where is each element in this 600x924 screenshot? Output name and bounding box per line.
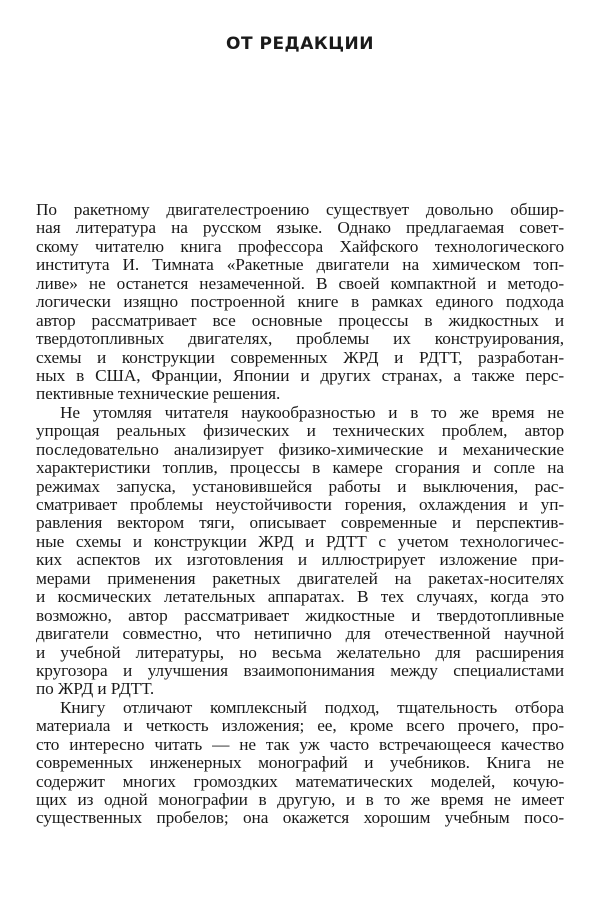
text-line: ная литература на русском языке. Однако предлагаемая совет- xyxy=(36,219,564,238)
text-line: сто интересно читать — не так уж часто встречающееся качество xyxy=(36,735,564,754)
text-line: возможно, автор рассматривает жидкостные и твердотопливные xyxy=(36,606,564,625)
body-text xyxy=(36,201,564,828)
text-line: материала и четкость изложения; ее, кроме всего прочего, про- xyxy=(36,717,564,736)
text-line: ных в США, Франции, Японии и других странах, а также перс- xyxy=(36,366,564,385)
text-line: ливе» не останется незамеченной. В своей компактной и методо- xyxy=(36,274,564,293)
text-line: современных инженерных монографий и учебников. Книга не xyxy=(36,754,564,773)
text-line: последовательно анализирует физико-химические и механические xyxy=(36,440,564,459)
text-line: схемы и конструкции современных ЖРД и РДТТ, разработан- xyxy=(36,348,564,367)
text-line: режимах запуска, установившейся работы и выключения, рас- xyxy=(36,477,564,496)
text-line: содержит многих громоздких математических моделей, кочую- xyxy=(36,772,564,791)
text-line: по ЖРД и РДТТ. xyxy=(36,680,155,699)
text-line: Не утомляя читателя наукообразностью и в то же время не xyxy=(60,403,564,422)
text-line: мерами применения ракетных двигателей на ракетах-носителях xyxy=(36,569,564,588)
text-line: ких аспектов их изготовления и иллюстрирует изложение при- xyxy=(36,551,564,570)
text-line: пективные технические решения. xyxy=(36,385,281,404)
text-line: двигатели совместно, что нетипично для отечественной научной xyxy=(36,625,564,644)
text-line: логически изящно построенной книге в рамках единого подхода xyxy=(36,293,564,312)
text-line: скому читателю книга профессора Хайфского технологического xyxy=(36,237,564,256)
text-line: упрощая реальных физических и технических проблем, автор xyxy=(36,422,564,441)
text-line: сматривает проблемы неустойчивости горения, охлаждения и уп- xyxy=(36,496,564,514)
text-line: ные схемы и конструкции ЖРД и РДТТ с учетом технологичес- xyxy=(36,532,564,551)
text-line: и учебной литературы, но весьма желательно для расширения xyxy=(36,643,564,662)
text-line: щих из одной монографии в другую, и в то же время не имеет xyxy=(36,791,564,809)
text-line: Книгу отличают комплексный подход, тщательность отбора xyxy=(60,698,564,717)
page-title: ОТ РЕДАКЦИИ xyxy=(226,34,374,54)
text-line: характеристики топлив, процессы в камере сгорания и сопле на xyxy=(36,459,564,478)
text-line: По ракетному двигателестроению существует довольно обшир- xyxy=(36,201,564,219)
text-line: существенных пробелов; она окажется хорошим учебным посо- xyxy=(36,809,564,828)
text-line: и космических летательных аппаратах. В тех случаях, когда это xyxy=(36,588,564,607)
text-line: автор рассматривает все основные процессы в жидкостных и xyxy=(36,311,564,330)
text-line: института И. Тимната «Ракетные двигатели на химическом топ- xyxy=(36,256,564,275)
text-line: равления вектором тяги, описывает современные и перспектив- xyxy=(36,514,564,533)
text-line: твердотопливных двигателях, проблемы их конструирования, xyxy=(36,330,564,349)
text-line: кругозора и улучшения взаимопонимания между специалистами xyxy=(36,661,564,680)
